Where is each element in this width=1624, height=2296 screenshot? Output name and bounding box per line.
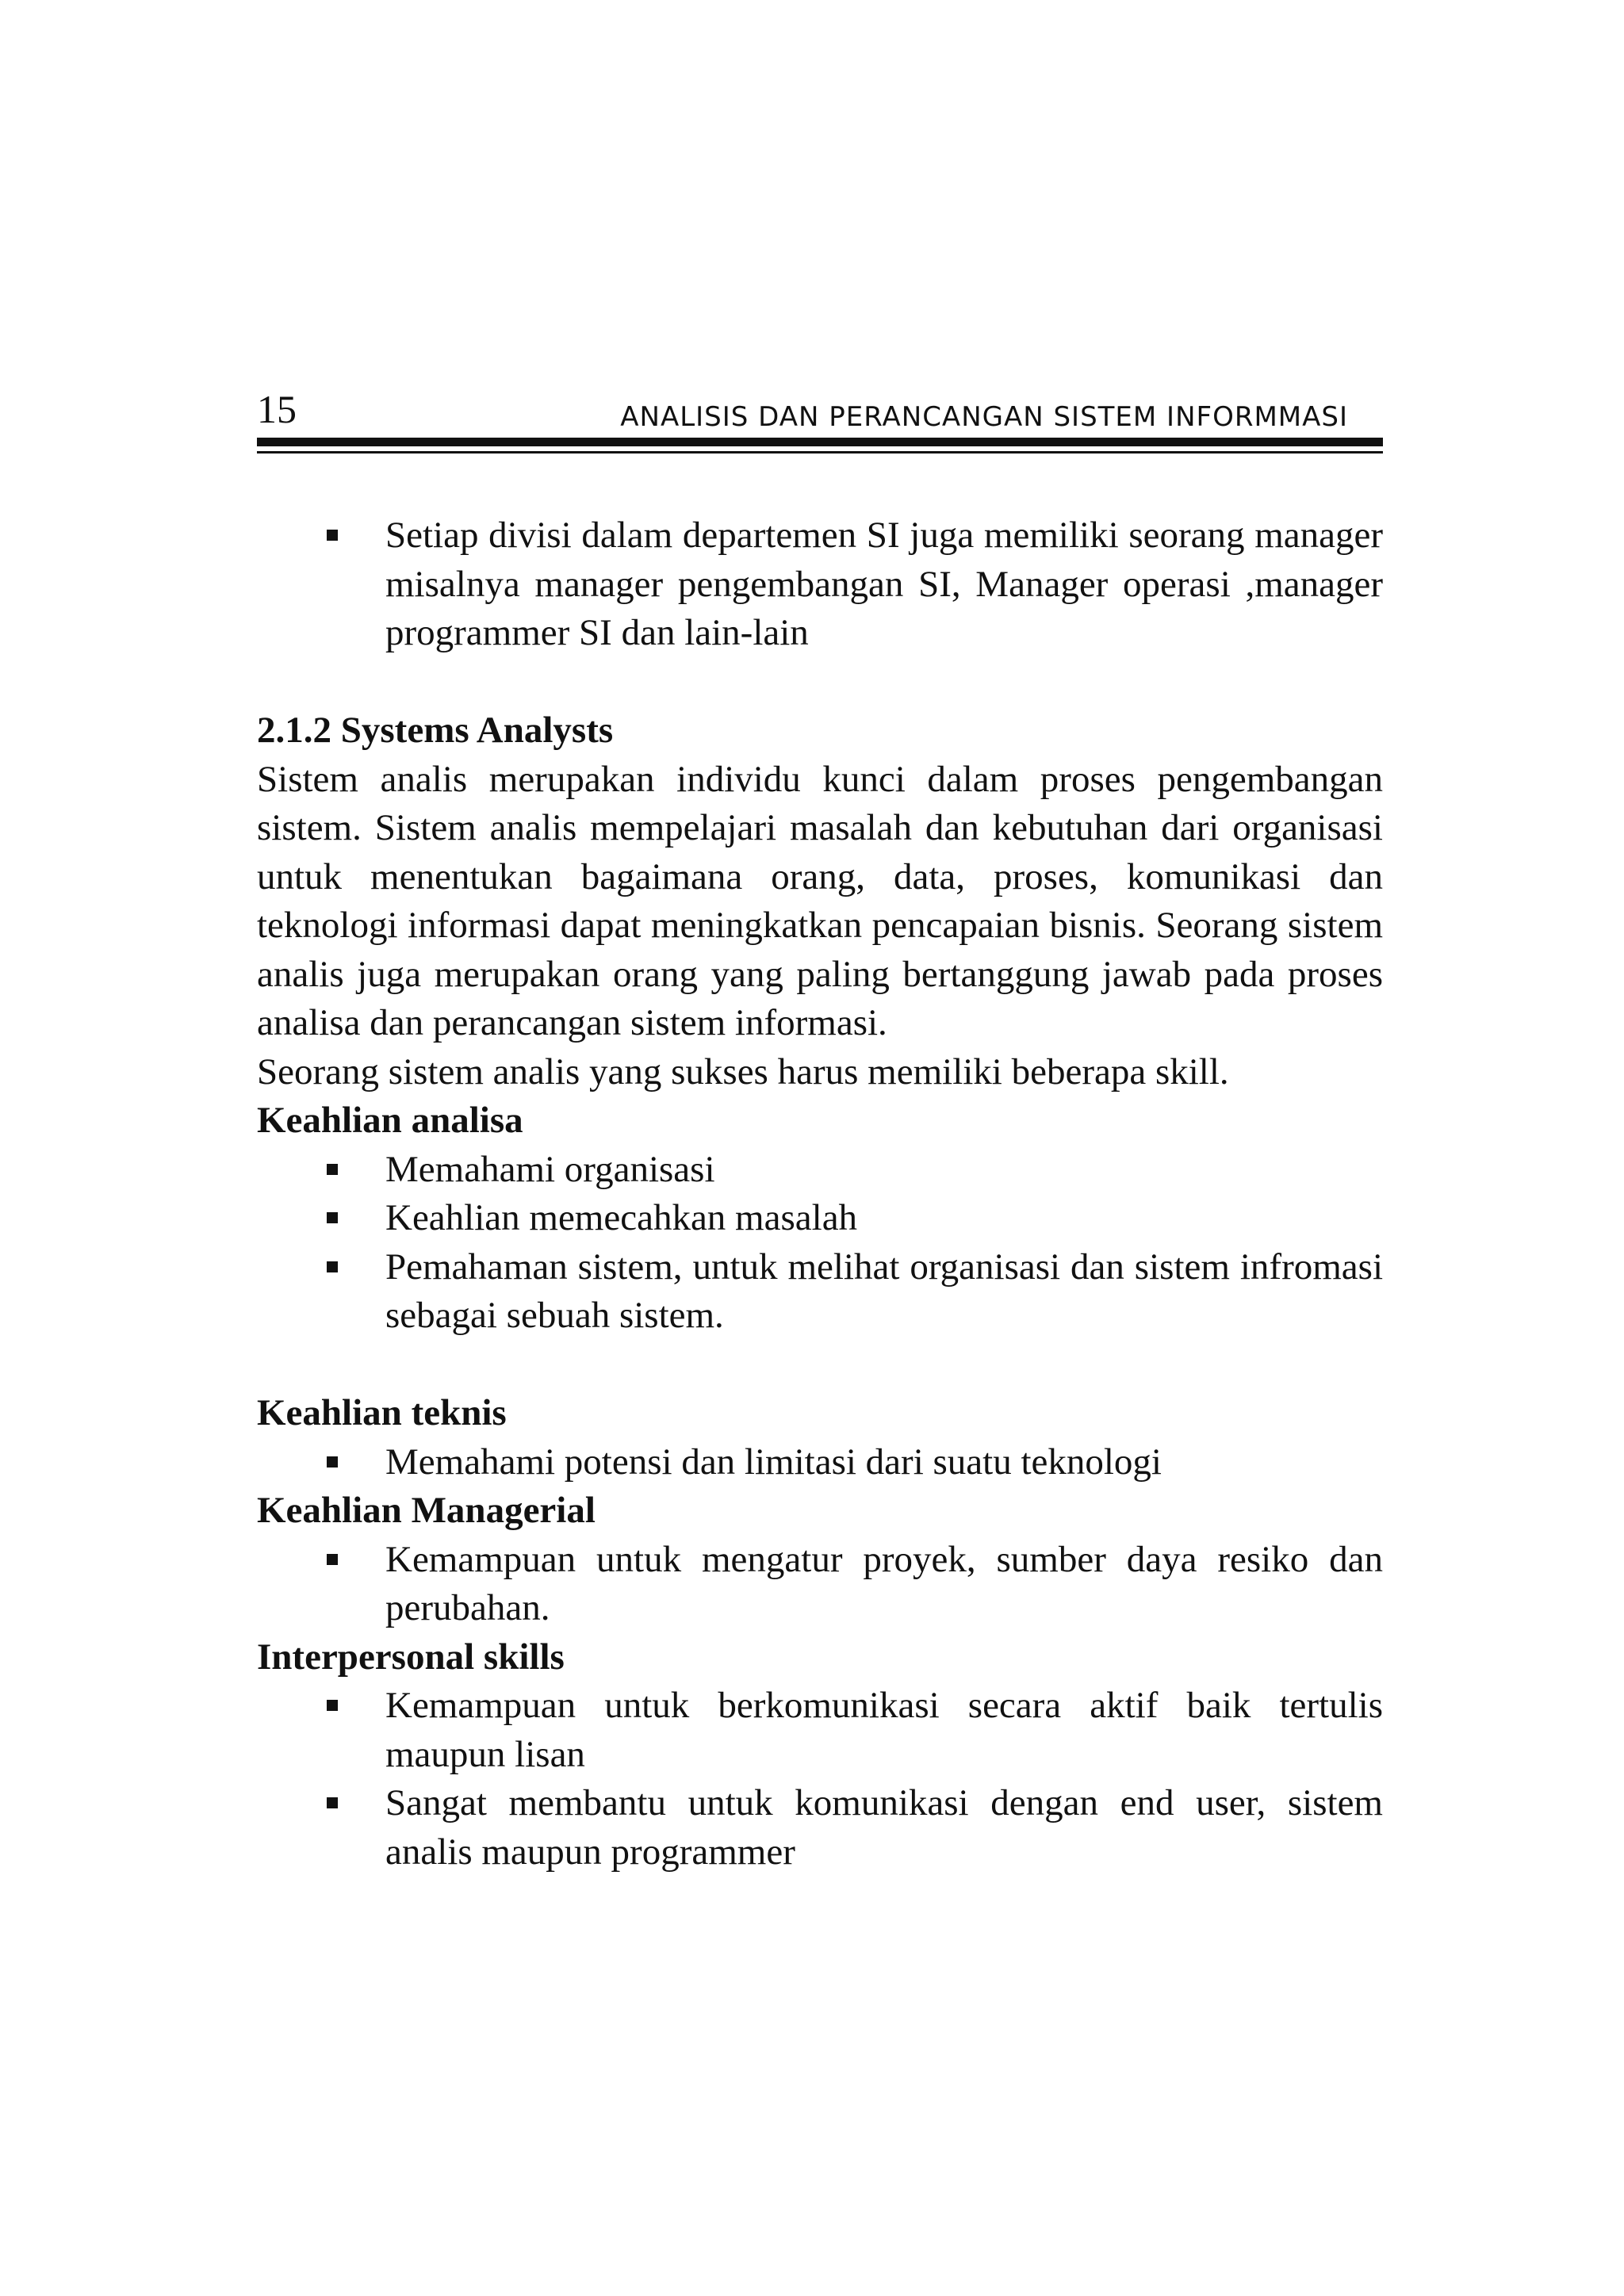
paragraph: Sistem analis merupakan individu kunci dalam proses pengembangan sistem. Sistem analis mempelajari masalah dan kebutuhan dari organisasi untuk menentukan bagaimana orang, data, proses, komunikasi dan teknologi informasi dapat meningkatkan pencapaian bisnis. Seorang sistem analis juga merupakan orang yang paling bertanggung jawab pada proses analisa dan perancangan sistem informasi. bbox=[257, 758, 1383, 1043]
list-item bbox=[257, 1536, 1383, 1633]
paragraph: Seorang sistem analis yang sukses harus memiliki beberapa skill. bbox=[257, 1050, 1229, 1093]
running-title: ANALISIS DAN PERANCANGAN SISTEM INFORMMASI bbox=[620, 401, 1348, 433]
square-bullet-icon bbox=[327, 1164, 338, 1175]
interpersonal-bullet-list bbox=[257, 1682, 1383, 1877]
section-heading: 2.1.2 Systems Analysts bbox=[257, 710, 614, 751]
page-number: 15 bbox=[257, 387, 297, 431]
square-bullet-icon bbox=[327, 1456, 338, 1468]
list-item bbox=[257, 1146, 1383, 1195]
square-bullet-icon bbox=[327, 1554, 338, 1565]
spacer bbox=[257, 658, 1383, 707]
analisa-bullet-list bbox=[257, 1146, 1383, 1341]
list-item-text: Memahami potensi dan limitasi dari suatu teknologi bbox=[385, 1441, 1162, 1483]
managerial-bullet-list bbox=[257, 1536, 1383, 1633]
list-item bbox=[257, 511, 1383, 658]
list-item-text: Pemahaman sistem, untuk melihat organisasi dan sistem infromasi sebagai sebuah sistem. bbox=[385, 1246, 1383, 1336]
header-rule-thick bbox=[257, 438, 1383, 446]
teknis-bullet-list bbox=[257, 1438, 1383, 1487]
page-body bbox=[257, 511, 1383, 1877]
subheading-keahlian-analisa: Keahlian analisa bbox=[257, 1100, 523, 1141]
subheading-interpersonal-skills: Interpersonal skills bbox=[257, 1636, 565, 1678]
list-item-text: Kemampuan untuk mengatur proyek, sumber daya resiko dan perubahan. bbox=[385, 1538, 1383, 1628]
page-header bbox=[257, 387, 1383, 458]
list-item bbox=[257, 1779, 1383, 1877]
header-rule-thin bbox=[257, 451, 1383, 453]
list-item bbox=[257, 1438, 1383, 1487]
list-item-text: Sangat membantu untuk komunikasi dengan end user, sistem analis maupun programmer bbox=[385, 1782, 1383, 1873]
square-bullet-icon bbox=[327, 1261, 338, 1272]
subheading-keahlian-teknis: Keahlian teknis bbox=[257, 1392, 507, 1433]
square-bullet-icon bbox=[327, 1797, 338, 1808]
list-item bbox=[257, 1243, 1383, 1341]
list-item-text: Keahlian memecahkan masalah bbox=[385, 1197, 858, 1238]
square-bullet-icon bbox=[327, 530, 338, 541]
subheading-keahlian-managerial: Keahlian Managerial bbox=[257, 1490, 596, 1531]
list-item bbox=[257, 1194, 1383, 1243]
list-item-text: Memahami organisasi bbox=[385, 1148, 715, 1190]
spacer bbox=[257, 1341, 1383, 1390]
intro-bullet-list bbox=[257, 511, 1383, 658]
square-bullet-icon bbox=[327, 1212, 338, 1223]
square-bullet-icon bbox=[327, 1700, 338, 1711]
list-item bbox=[257, 1682, 1383, 1779]
list-item-text: Kemampuan untuk berkomunikasi secara aktif baik tertulis maupun lisan bbox=[385, 1685, 1383, 1775]
list-item-text: Setiap divisi dalam departemen SI juga memiliki seorang manager misalnya manager pengembangan SI, Manager operasi ,manager programmer SI dan lain-lain bbox=[385, 515, 1383, 653]
